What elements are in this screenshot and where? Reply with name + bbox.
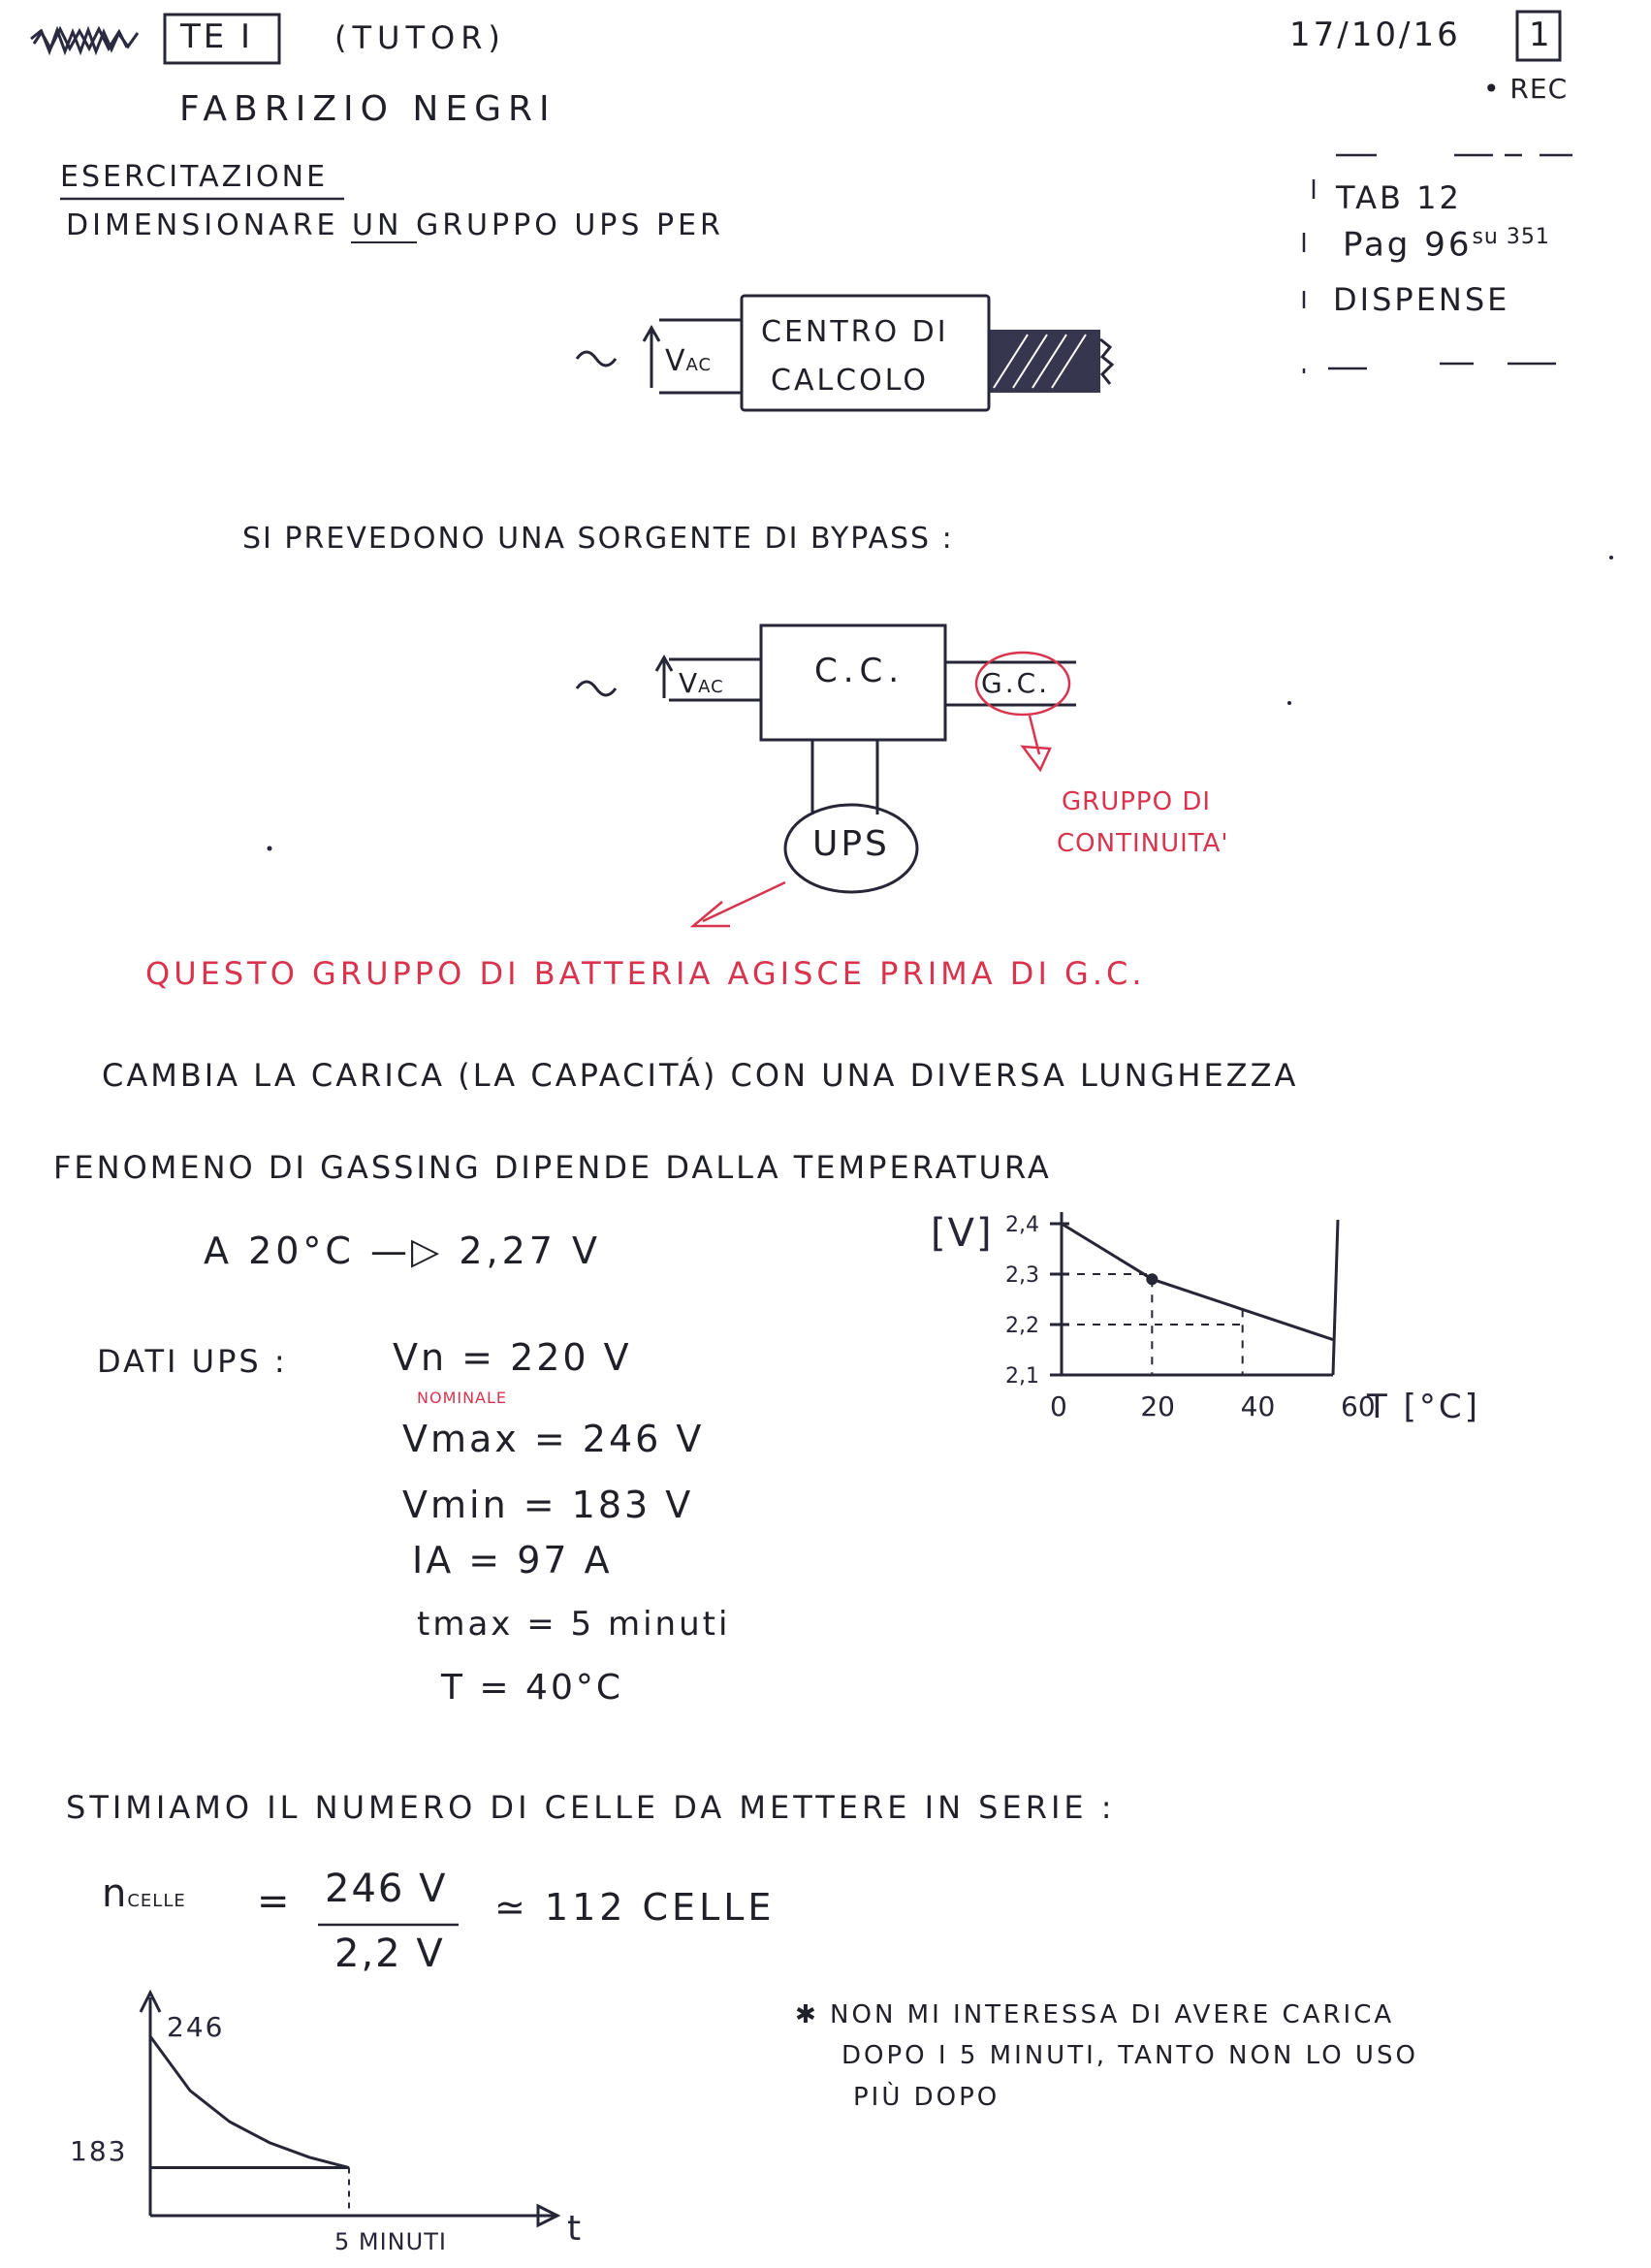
vac-label-2 (679, 667, 724, 699)
vac-symbol: V (665, 344, 686, 378)
centro-label-line2: CALCOLO (771, 364, 930, 398)
reference-dispense: DISPENSE (1333, 281, 1510, 318)
y-axis-label: [V] (931, 1211, 994, 1256)
ups-data-label: DATI UPS : (97, 1343, 288, 1380)
cc-label: C.C. (814, 652, 905, 690)
x-axis-label: T [°C] (1367, 1388, 1480, 1426)
footnote-line: ✱ NON MI INTERESSA DI AVERE CARICA (795, 2000, 1395, 2029)
ups-label: UPS (812, 824, 890, 864)
gc-label: G.C. (981, 667, 1051, 699)
reference-tab: TAB 12 (1336, 179, 1462, 216)
exercise-task: DIMENSIONARE UN GRUPPO UPS PER (66, 208, 724, 242)
ups-note: QUESTO GRUPPO DI BATTERIA AGISCE PRIMA DI G.C. (145, 955, 1146, 992)
x-tick-label: 20 (1140, 1390, 1175, 1422)
reference-page-total: su 351 (1472, 225, 1550, 249)
ups-data-row: Vn = 220 V (393, 1336, 632, 1379)
y-tick-label: 246 (167, 2011, 225, 2043)
reference-page (1343, 225, 1550, 264)
vac-subscript-2: AC (698, 677, 724, 697)
x-tick-label: 60 (1341, 1390, 1376, 1422)
footnote-line: PIÙ DOPO (853, 2083, 1000, 2112)
ups-data-row: T = 40°C (441, 1668, 623, 1708)
y-tick-label: 2,4 (1005, 1213, 1039, 1237)
equals-sign: = (257, 1879, 293, 1924)
note-line-2: FENOMENO DI GASSING DIPENDE DALLA TEMPERATURA (53, 1149, 1052, 1186)
vac-label-1 (665, 344, 712, 378)
gc-note-line1: GRUPPO DI (1062, 787, 1212, 816)
exercise-heading: ESERCITAZIONE (60, 160, 329, 194)
tutor-label: (TUTOR) (334, 19, 506, 56)
ups-data-row: IA = 97 A (412, 1539, 613, 1581)
note-line-1: CAMBIA LA CARICA (LA CAPACITÁ) CON UNA DIVERSA LUNGHEZZA (102, 1057, 1299, 1094)
x-tick-label: 40 (1240, 1390, 1276, 1422)
cell-count-symbol (102, 1871, 186, 1916)
note-line-3: A 20°C —▷ 2,27 V (204, 1230, 602, 1272)
y-tick-label: 2,2 (1005, 1314, 1039, 1338)
x-axis-label: t (567, 2209, 582, 2249)
fraction-denominator: 2,2 V (334, 1932, 445, 1976)
gc-note-line2: CONTINUITA' (1057, 829, 1229, 858)
course-title: TE I (180, 17, 254, 56)
ups-data-row: tmax = 5 minuti (417, 1605, 731, 1644)
rec-label: • REC (1483, 73, 1569, 105)
x-tick-label: 0 (1050, 1390, 1067, 1422)
fraction-numerator: 246 V (325, 1867, 448, 1911)
footnote-line: DOPO I 5 MINUTI, TANTO NON LO USO (841, 2041, 1418, 2070)
vac-symbol-2: V (679, 667, 699, 699)
page-number: 1 (1529, 16, 1553, 54)
cell-count-subscript: CELLE (127, 1891, 186, 1911)
nominal-note: NOMINALE (417, 1389, 508, 1407)
cell-count-n: n (102, 1871, 128, 1916)
bypass-text: SI PREVEDONO UNA SORGENTE DI BYPASS : (242, 522, 954, 556)
vac-subscript: AC (685, 355, 713, 375)
y-tick-label: 2,1 (1005, 1364, 1039, 1389)
y-tick-label: 183 (70, 2135, 128, 2167)
ups-data-row: Vmin = 183 V (402, 1484, 694, 1526)
cell-count-result: ≃ 112 CELLE (494, 1886, 776, 1929)
date: 17/10/16 (1289, 16, 1461, 54)
reference-page-number: Pag 96 (1343, 225, 1473, 265)
discharge-curve (150, 2036, 349, 2167)
x-tick-label: 5 MINUTI (334, 2228, 447, 2255)
y-tick-label: 2,3 (1005, 1263, 1039, 1288)
estimate-text: STIMIAMO IL NUMERO DI CELLE DA METTERE IN SERIE : (66, 1789, 1116, 1826)
ups-data-row: Vmax = 246 V (402, 1418, 705, 1460)
centro-label-line1: CENTRO DI (761, 315, 949, 349)
tutor-name: FABRIZIO NEGRI (179, 89, 556, 129)
